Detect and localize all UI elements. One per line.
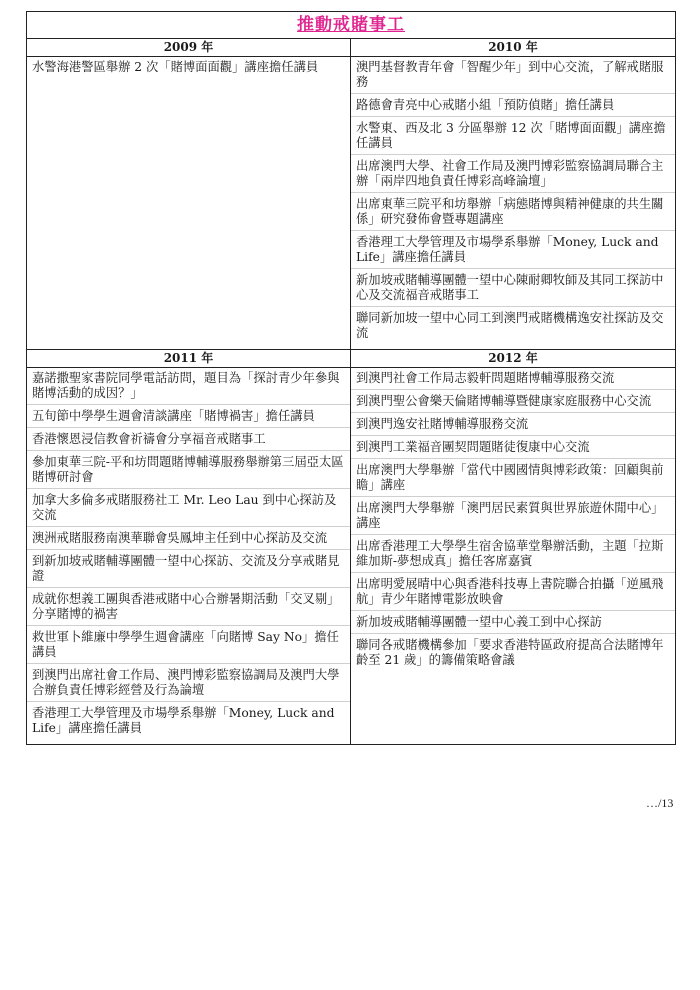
year-heading: 2012 年: [351, 350, 675, 368]
year-heading: 2009 年: [27, 39, 350, 57]
list-item: 路德會青亮中心戒賭小組「預防偵賭」擔任講員: [351, 96, 675, 117]
list-item: 成就你想義工團與香港戒賭中心合辦暑期活動「交叉剔」分享賭博的禍害: [27, 590, 350, 626]
year-heading: 2010 年: [351, 39, 675, 57]
list-item: 出席澳門大學、社會工作局及澳門博彩監察協調局聯合主辦「兩岸四地負責任博彩高峰論壇」: [351, 157, 675, 193]
list-item: 救世軍卜維廉中學學生週會講座「向賭博 Say No」擔任講員: [27, 628, 350, 664]
item-list: [27, 57, 350, 83]
column-2009: [27, 39, 351, 349]
list-item: 五旬節中學學生週會清談講座「賭博禍害」擔任講員: [27, 407, 350, 428]
list-item: 到澳門出席社會工作局、澳門博彩監察協調局及澳門大學合辦負責任博彩經營及行為論壇: [27, 666, 350, 702]
title-text: 推動戒賭事工: [297, 15, 405, 35]
column-2012: [351, 350, 675, 744]
list-item: 到澳門工業福音團契問題賭徒復康中心交流: [351, 438, 675, 459]
list-item: 新加坡戒賭輔導團體一望中心義工到中心探訪: [351, 613, 675, 634]
list-item: 到澳門逸安社賭博輔導服務交流: [351, 415, 675, 436]
list-item: 到澳門聖公會樂天倫賭博輔導暨健康家庭服務中心交流: [351, 392, 675, 413]
column-2011: [27, 350, 351, 744]
list-item: 到澳門社會工作局志毅軒問題賭博輔導服務交流: [351, 369, 675, 390]
list-item: 出席澳門大學舉辦「澳門居民素質與世界旅遊休閒中心」講座: [351, 499, 675, 535]
item-list: [351, 57, 675, 349]
list-item: 出席香港理工大學學生宿舍協華堂舉辦活動，主題「拉斯維加斯-夢想成真」擔任客席嘉賓: [351, 537, 675, 573]
item-list: [27, 368, 350, 744]
year-heading: 2011 年: [27, 350, 350, 368]
list-item: 到新加坡戒賭輔導團體一望中心探訪、交流及分享戒賭見證: [27, 552, 350, 588]
list-item: 聯同新加坡一望中心同工到澳門戒賭機構逸安社探訪及交流: [356, 311, 664, 340]
row-2009-2010: [27, 39, 675, 350]
list-item: 參加東華三院-平和坊問題賭博輔導服務舉辦第三屆亞太區賭博研討會: [27, 453, 350, 489]
table-title: [27, 12, 675, 39]
list-item: 聯同各戒賭機構參加「要求香港特區政府提高合法賭博年齡至 21 歲」的籌備策略會議: [356, 638, 664, 667]
list-item: 澳洲戒賭服務南澳華聯會吳鳳坤主任到中心探訪及交流: [27, 529, 350, 550]
activity-table: [26, 11, 676, 745]
item-list: [351, 368, 675, 676]
page-continuation-marker: …/13: [646, 796, 674, 810]
list-item: 水警海港警區舉辦 2 次「賭博面面觀」講座擔任講員: [32, 60, 319, 74]
column-2010: [351, 39, 675, 349]
list-item: 出席澳門大學舉辦「當代中國國情與博彩政策：回顧與前瞻」講座: [351, 461, 675, 497]
list-item: 新加坡戒賭輔導團體一望中心陳耐卿牧師及其同工探訪中心及交流福音戒賭事工: [351, 271, 675, 307]
list-item: 香港懷恩浸信教會祈禱會分享福音戒賭事工: [27, 430, 350, 451]
row-2011-2012: [27, 350, 675, 744]
list-item: 香港理工大學管理及市場學系舉辦「Money, Luck and Life」講座擔任講員: [351, 233, 675, 269]
list-item: 嘉諾撒聖家書院同學電話訪問，題目為「探討青少年參與賭博活動的成因？」: [27, 369, 350, 405]
list-item: 香港理工大學管理及市場學系舉辦「Money, Luck and Life」講座擔任講員: [32, 706, 335, 735]
list-item: 出席明愛展晴中心與香港科技專上書院聯合拍攝「逆風飛航」青少年賭博電影放映會: [351, 575, 675, 611]
list-item: 水警東、西及北 3 分區舉辦 12 次「賭博面面觀」講座擔任講員: [351, 119, 675, 155]
list-item: 出席東華三院平和坊舉辦「病態賭博與精神健康的共生關係」研究發佈會暨專題講座: [351, 195, 675, 231]
list-item: 澳門基督教青年會「智醒少年」到中心交流，了解戒賭服務: [351, 58, 675, 94]
list-item: 加拿大多倫多戒賭服務社工 Mr. Leo Lau 到中心探訪及交流: [27, 491, 350, 527]
